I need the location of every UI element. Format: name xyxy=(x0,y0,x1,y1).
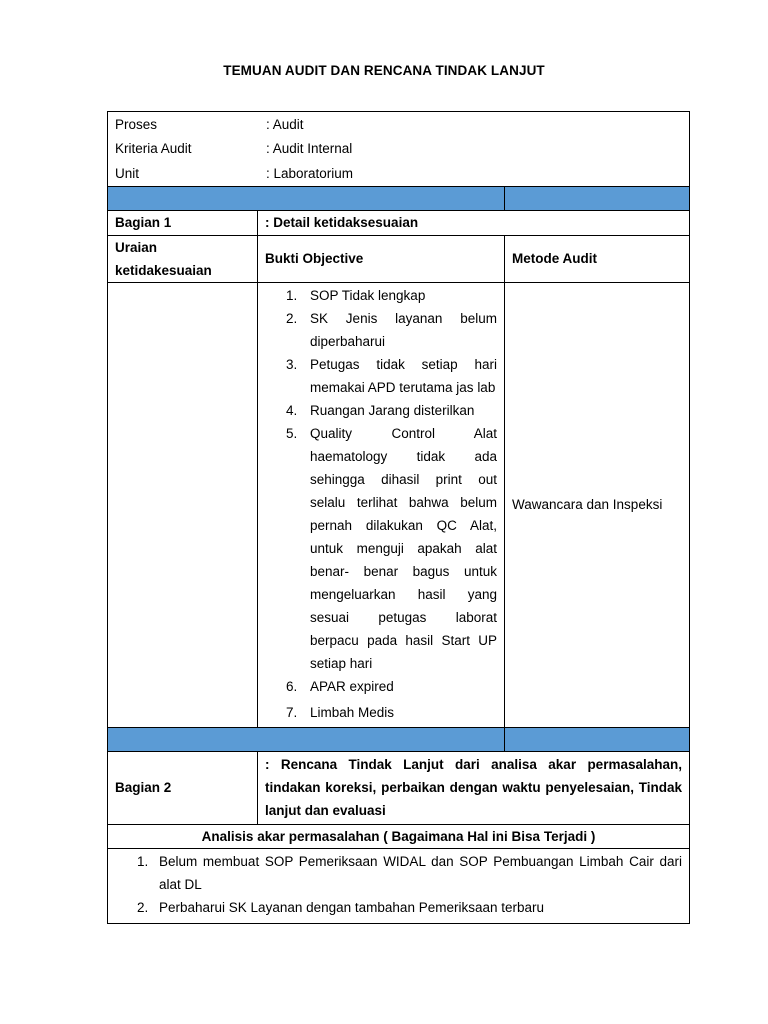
document-title: TEMUAN AUDIT DAN RENCANA TINDAK LANJUT xyxy=(223,63,545,78)
list-number: 2. xyxy=(137,899,149,915)
analisis-items-row xyxy=(108,848,690,923)
blue-band-cell xyxy=(108,727,505,751)
blue-band-2 xyxy=(108,727,690,751)
list-text: APAR expired xyxy=(310,678,394,694)
bagian1-value: : Detail ketidaksesuaian xyxy=(258,210,690,235)
bagian1-label: Bagian 1 xyxy=(108,210,258,235)
list-number: 1. xyxy=(137,853,149,869)
blue-band-cell xyxy=(505,186,690,210)
info-label: Kriteria Audit xyxy=(115,141,192,157)
header-uraian: Uraian ketidakesuaian xyxy=(108,235,258,282)
blue-band-1 xyxy=(108,186,690,210)
list-number: 1. xyxy=(286,287,298,303)
info-value: : Laboratorium xyxy=(266,165,354,181)
list-item xyxy=(265,307,497,353)
list-item xyxy=(265,284,497,307)
header-bukti: Bukti Objective xyxy=(258,235,505,282)
info-label: Unit xyxy=(115,165,140,181)
blue-band-cell xyxy=(108,186,505,210)
audit-table xyxy=(107,111,690,924)
analisis-heading-row xyxy=(108,824,690,848)
bukti-list xyxy=(265,284,497,724)
info-value: : Audit Internal xyxy=(266,141,353,157)
bagian2-label: Bagian 2 xyxy=(108,751,258,824)
list-number: 4. xyxy=(286,402,298,418)
blue-band-cell xyxy=(505,727,690,751)
list-item xyxy=(265,353,497,399)
bagian2-row xyxy=(108,751,690,824)
analisis-list xyxy=(115,850,682,919)
header-metode: Metode Audit xyxy=(505,235,690,282)
info-block xyxy=(108,112,690,187)
findings-row xyxy=(108,282,690,727)
list-item xyxy=(115,896,682,919)
column-header-row xyxy=(108,235,690,282)
list-number: 6. xyxy=(286,678,298,694)
info-row-kriteria xyxy=(108,137,689,162)
analisis-heading: Analisis akar permasalahan ( Bagaimana Hal ini Bisa Terjadi ) xyxy=(108,824,690,848)
list-item xyxy=(265,675,497,698)
info-label: Proses xyxy=(115,116,158,132)
list-text: SOP Tidak lengkap xyxy=(310,287,426,303)
list-number: 3. xyxy=(286,356,298,372)
metode-cell: Wawancara dan Inspeksi xyxy=(505,282,690,727)
list-item xyxy=(265,422,497,675)
list-text: Quality Control Alat haematology tidak ada sehingga dihasil print out selalu terlihat bahwa belum pernah dilakukan QC Alat, untuk menguji apakah alat benar- benar bagus untuk mengeluarkan hasil yang sesuai petugas laborat berpacu pada hasil Start UP setiap hari xyxy=(310,425,497,671)
info-cell xyxy=(108,112,690,187)
bagian1-row xyxy=(108,210,690,235)
uraian-cell xyxy=(108,282,258,727)
list-text: Limbah Medis xyxy=(310,704,395,720)
info-row-unit xyxy=(108,161,689,186)
list-item xyxy=(265,701,497,724)
info-value: : Audit xyxy=(266,116,304,132)
list-number: 2. xyxy=(286,310,298,326)
list-item xyxy=(265,399,497,422)
list-number: 7. xyxy=(286,704,298,720)
list-item xyxy=(115,850,682,896)
list-number: 5. xyxy=(286,425,298,441)
bagian2-value: : Rencana Tindak Lanjut dari analisa akar permasalahan, tindakan koreksi, perbaikan dengan waktu penyelesaian, Tindak lanjut dan evaluasi xyxy=(258,751,690,824)
list-text: Perbaharui SK Layanan dengan tambahan Pemeriksaan terbaru xyxy=(159,899,545,915)
list-text: Ruangan Jarang disterilkan xyxy=(310,402,475,418)
bukti-cell xyxy=(258,282,505,727)
list-text: Petugas tidak setiap hari memakai APD terutama jas lab xyxy=(310,356,497,395)
list-text: SK Jenis layanan belum diperbaharui xyxy=(310,310,497,349)
list-text: Belum membuat SOP Pemeriksaan WIDAL dan SOP Pembuangan Limbah Cair dari alat DL xyxy=(159,853,682,892)
analisis-cell xyxy=(108,848,690,923)
info-row-proses xyxy=(108,112,689,137)
